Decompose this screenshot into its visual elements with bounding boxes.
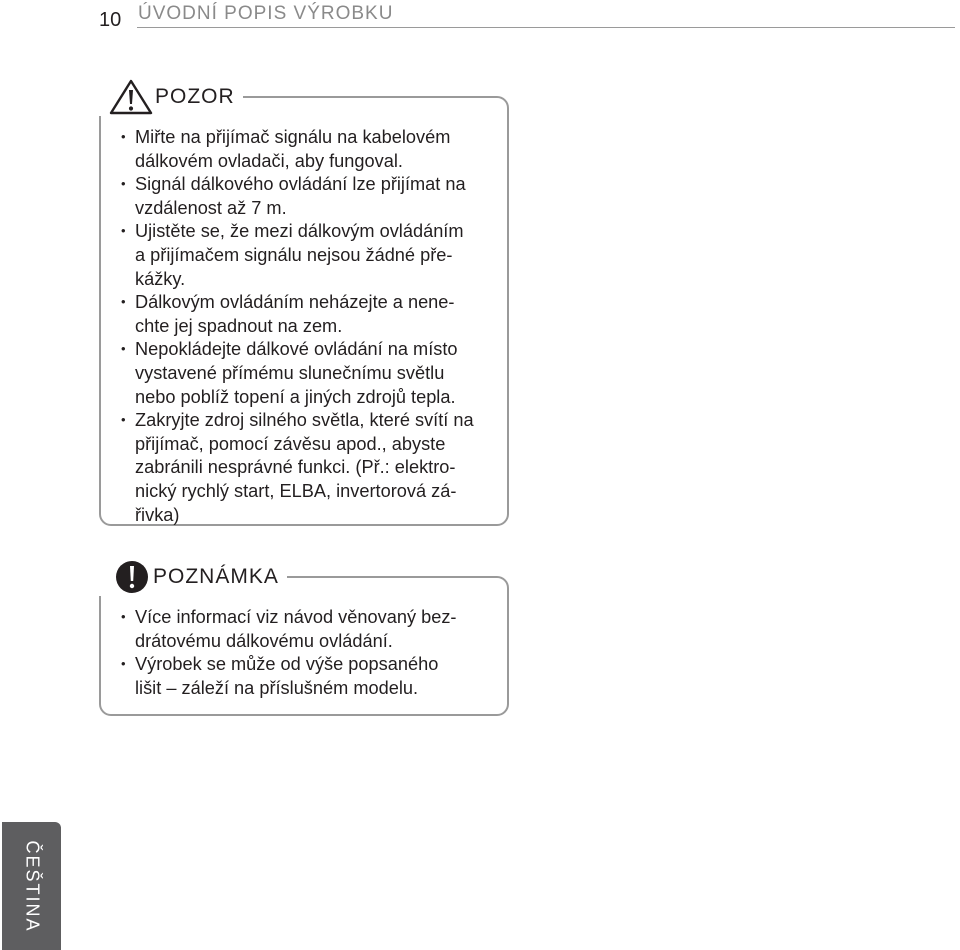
warning-triangle-icon <box>109 79 153 115</box>
list-item: • Ujistěte se, že mezi dálkovým ovládáním a přijímačem signálu nejsou žádné pře- kážky. <box>121 220 481 291</box>
page-number: 10 <box>99 9 122 31</box>
header-rule <box>137 27 955 28</box>
note-title: POZNÁMKA <box>153 565 279 588</box>
list-item: • Zakryjte zdroj silného světla, které svítí na přijímač, pomocí závěsu apod., abyste zabránili nesprávné funkci. (Př.: elektro- nický rychlý start, ELBA, invertorová zá- řivka) <box>121 409 481 527</box>
language-tab-label: ČEŠTINA <box>22 839 43 933</box>
caution-title: POZOR <box>155 85 235 108</box>
language-tab <box>2 822 61 950</box>
list-item: • Signál dálkového ovládání lze přijímat na vzdálenost až 7 m. <box>121 173 481 220</box>
list-item: • Nepokládejte dálkové ovládání na místo vystavené přímému slunečnímu světlu nebo poblíž topení a jiných zdrojů tepla. <box>121 338 481 409</box>
section-title: ÚVODNÍ POPIS VÝROBKU <box>138 3 394 24</box>
list-item: • Více informací viz návod věnovaný bez- drátovému dálkovému ovládání. <box>121 606 491 653</box>
caution-box <box>99 85 509 526</box>
caution-header <box>95 78 243 116</box>
note-box <box>99 565 509 716</box>
list-item: • Dálkovým ovládáním neházejte a nene- chte jej spadnout na zem. <box>121 291 481 338</box>
note-list <box>121 606 491 700</box>
caution-list <box>121 126 481 527</box>
list-item: • Miřte na přijímač signálu na kabelovém dálkovém ovladači, aby fungoval. <box>121 126 481 173</box>
exclamation-circle-icon <box>115 560 149 594</box>
list-item: • Výrobek se může od výše popsaného lišit – záleží na příslušném modelu. <box>121 653 491 700</box>
note-header <box>95 558 287 596</box>
